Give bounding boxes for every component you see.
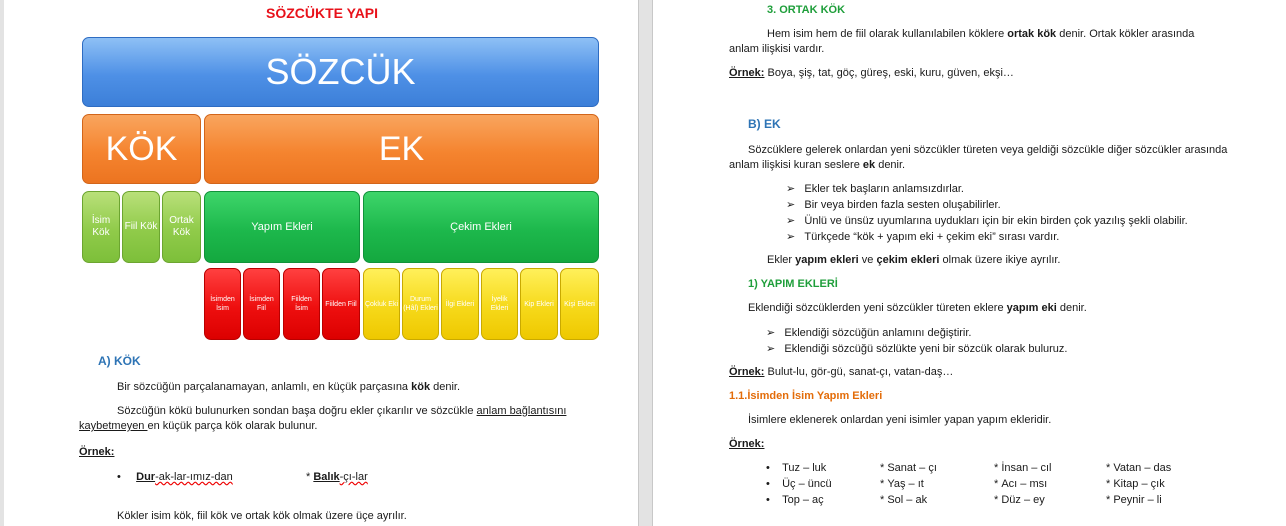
kok-finding-text-line1: Sözcüğün kökü bulunurken sondan başa doğru ekler çıkarılır ve sözcükle anlam bağlantısını (117, 405, 567, 417)
list-item: ➢ Eklendiği sözcüğün anlamını değiştirir. (766, 327, 972, 339)
page-title: SÖZCÜKTE YAPI (266, 5, 379, 21)
yapim-ekleri-heading: 1) YAPIM EKLERİ (748, 278, 838, 290)
list-item: * Vatan – das (1106, 462, 1172, 474)
ortak-kok-example: Örnek: Boya, şiş, tat, göç, güreş, eski, kuru, güven, ekşi… (729, 67, 1014, 79)
left-page (4, 0, 639, 526)
diagram-fiil-kok: Fiil Kök (122, 191, 160, 263)
diagram-durum-ekleri: Durum (Hâl) Ekleri (402, 268, 439, 340)
diagram-kip-ekleri: Kip Ekleri (520, 268, 558, 340)
diagram-cekim-ekleri: Çekim Ekleri (363, 191, 599, 263)
yapim-example: Örnek: Bulut-lu, gör-gü, sanat-çı, vatan-daş… (729, 366, 954, 378)
list-item: ➢ Eklendiği sözcüğü sözlükte yeni bir sözcük olarak buluruz. (766, 343, 1068, 355)
section-b-heading: B) EK (748, 117, 781, 131)
list-item: • Üç – üncü (766, 478, 832, 490)
list-item: ➢ Ünlü ve ünsüz uyumlarına uydukları için bir ekin birden çok yazılış şekli olabilir. (786, 215, 1188, 227)
diagram-isimden-fiil: İsimden Fiil (243, 268, 280, 340)
diagram-sozcuk-box: SÖZCÜK (82, 37, 599, 107)
ortak-kok-definition-line2: anlam ilişkisi vardır. (729, 43, 825, 55)
list-item: * İnsan – cıl (994, 462, 1052, 474)
list-item: ➢ Türkçede “kök + yapım eki + çekim eki” sırası vardır. (786, 231, 1060, 243)
ortak-kok-heading: 3. ORTAK KÖK (767, 4, 846, 16)
diagram-kok-box: KÖK (82, 114, 201, 184)
ortak-kok-definition: Hem isim hem de fiil olarak kullanılabilen köklere ortak kök denir. Ortak kökler arasında (767, 28, 1195, 40)
isimden-example-label: Örnek: (729, 438, 765, 450)
diagram-iyelik-ekleri: İyelik Ekleri (481, 268, 518, 340)
list-item: * Sanat – çı (880, 462, 937, 474)
diagram-isim-kok: İsim Kök (82, 191, 120, 263)
list-item: • Tuz – luk (766, 462, 827, 474)
diagram-kisi-ekleri: Kişi Ekleri (560, 268, 599, 340)
ek-definition: Sözcüklere gelerek onlardan yeni sözcükler türeten veya geldiği sözcükle diğer sözcükler arasında (748, 144, 1228, 156)
diagram-fiilden-fiil: Fiilden Fiil (322, 268, 360, 340)
list-item: ➢ Bir veya birden fazla sesten oluşabilirler. (786, 199, 1001, 211)
list-item: * Acı – msı (994, 478, 1048, 490)
isimden-isim-definition: İsimlere eklenerek onlardan yeni isimler yapan yapım ekleridir. (748, 414, 1052, 426)
list-item: * Sol – ak (880, 494, 928, 506)
list-item: ➢ Ekler tek başların anlamsızdırlar. (786, 183, 964, 195)
isimden-isim-heading: 1.1.İsimden İsim Yapım Ekleri (729, 390, 883, 402)
list-item: * Düz – ey (994, 494, 1045, 506)
diagram-ilgi-ekleri: İlgi Ekleri (441, 268, 479, 340)
example-item-2: * Balık-çı-lar (306, 471, 368, 483)
ek-types-sentence: Ekler yapım ekleri ve çekim ekleri olmak üzere ikiye ayrılır. (767, 254, 1061, 266)
example-label: Örnek: (79, 446, 115, 458)
example-item-1: • Dur-ak-lar-ımız-dan (117, 471, 233, 483)
section-a-heading: A) KÖK (98, 354, 141, 368)
diagram-ek-box: EK (204, 114, 599, 184)
list-item: • Top – aç (766, 494, 824, 506)
diagram-cokluk-eki: Çokluk Eki (363, 268, 400, 340)
list-item: * Yaş – ıt (880, 478, 924, 490)
yapim-eki-definition: Eklendiği sözcüklerden yeni sözcükler türeten eklere yapım eki denir. (748, 302, 1087, 314)
list-item: * Kitap – çık (1106, 478, 1165, 490)
diagram-fiilden-isim: Fiilden İsim (283, 268, 320, 340)
diagram-isimden-isim: İsimden İsim (204, 268, 241, 340)
ek-definition-line2: anlam ilişkisi kuran seslere ek denir. (729, 159, 906, 171)
kok-definition: Bir sözcüğün parçalanamayan, anlamlı, en küçük parçasına kök denir. (117, 381, 461, 393)
diagram-ortak-kok: Ortak Kök (162, 191, 201, 263)
diagram-yapim-ekleri: Yapım Ekleri (204, 191, 360, 263)
kok-types-sentence: Kökler isim kök, fiil kök ve ortak kök olmak üzere üçe ayrılır. (117, 510, 407, 522)
right-page (652, 0, 1286, 526)
kok-finding-text-line2: kaybetmeyen en küçük parça kök olarak bulunur. (79, 420, 318, 432)
list-item: * Peynir – li (1106, 494, 1162, 506)
